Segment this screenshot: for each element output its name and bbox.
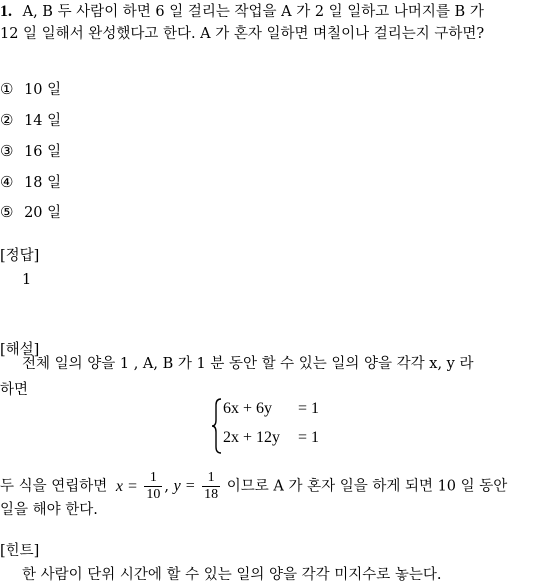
explanation-heading: [해설]	[0, 342, 40, 358]
question-line-2	[0, 24, 484, 44]
choice-4-text: 18 일	[24, 175, 62, 191]
question-text-1: A, B 두 사람이 하면 6 일 걸리는 작업을 A 가 2 일 일하고 나머지를 B 가	[22, 4, 484, 20]
choice-2-text: 14 일	[24, 113, 62, 129]
choice-2-mark: ②	[0, 111, 14, 129]
choice-1-mark: ①	[0, 80, 14, 98]
question-number: 1.	[0, 3, 12, 20]
choice-4[interactable]	[0, 172, 61, 193]
y-variable: y =	[173, 477, 196, 495]
x-fraction	[144, 470, 162, 503]
hint-heading: [힌트]	[0, 543, 40, 559]
choice-2[interactable]	[0, 110, 61, 131]
explanation-result-line: 두 식을 연립하면 x = $\frac{1}{10}$ , y = $\frac{1}{18}$ 이므로 A 가 혼자 일을 하게 되면 10 일 동안	[0, 470, 508, 502]
hint-text: 한 사람이 단위 시간에 할 수 있는 일의 양을 각각 미지수로 놓는다.	[22, 567, 442, 583]
choice-3[interactable]	[0, 141, 61, 162]
equation-1-rhs: = 1	[298, 400, 320, 417]
x-variable: x =	[115, 477, 138, 495]
equation-1-lhs: 6x + 6y	[223, 400, 273, 417]
choice-1[interactable]	[0, 79, 61, 100]
equation-2-rhs: = 1	[298, 429, 320, 446]
question-line-1	[0, 2, 484, 22]
y-numerator: 1	[202, 470, 220, 487]
x-numerator: 1	[144, 470, 162, 487]
x-denominator: 10	[146, 487, 161, 502]
choice-3-mark: ③	[0, 142, 14, 160]
question-text-2: 12 일 일해서 완성했다고 한다. A 가 혼자 일하면 며칠이나 걸리는지 구하면?	[0, 26, 485, 42]
choice-1-text: 10 일	[24, 82, 62, 98]
choice-4-mark: ④	[0, 173, 14, 191]
choice-3-text: 16 일	[24, 144, 62, 160]
y-denominator: 18	[204, 487, 219, 502]
answer-value: 1	[22, 272, 32, 288]
y-fraction	[202, 470, 220, 503]
choice-5-text: 20 일	[24, 205, 62, 221]
explanation-line-1: 전체 일의 양을 1 , A, B 가 1 분 동안 할 수 있는 일의 양을 각각 x, y 라	[22, 356, 474, 372]
left-brace-icon	[212, 398, 222, 454]
choice-5[interactable]	[0, 202, 61, 223]
choice-5-mark: ⑤	[0, 203, 14, 221]
equation-2-lhs: 2x + 12y	[223, 429, 281, 446]
result-suffix: 이므로 A 가 혼자 일을 하게 되면 10 일 동안	[226, 478, 508, 495]
explanation-line-2: 하면	[0, 382, 29, 398]
explanation-last-line: 일을 해야 한다.	[0, 502, 98, 518]
answer-heading: [정답]	[0, 248, 40, 264]
result-prefix: 두 식을 연립하면	[0, 478, 108, 495]
